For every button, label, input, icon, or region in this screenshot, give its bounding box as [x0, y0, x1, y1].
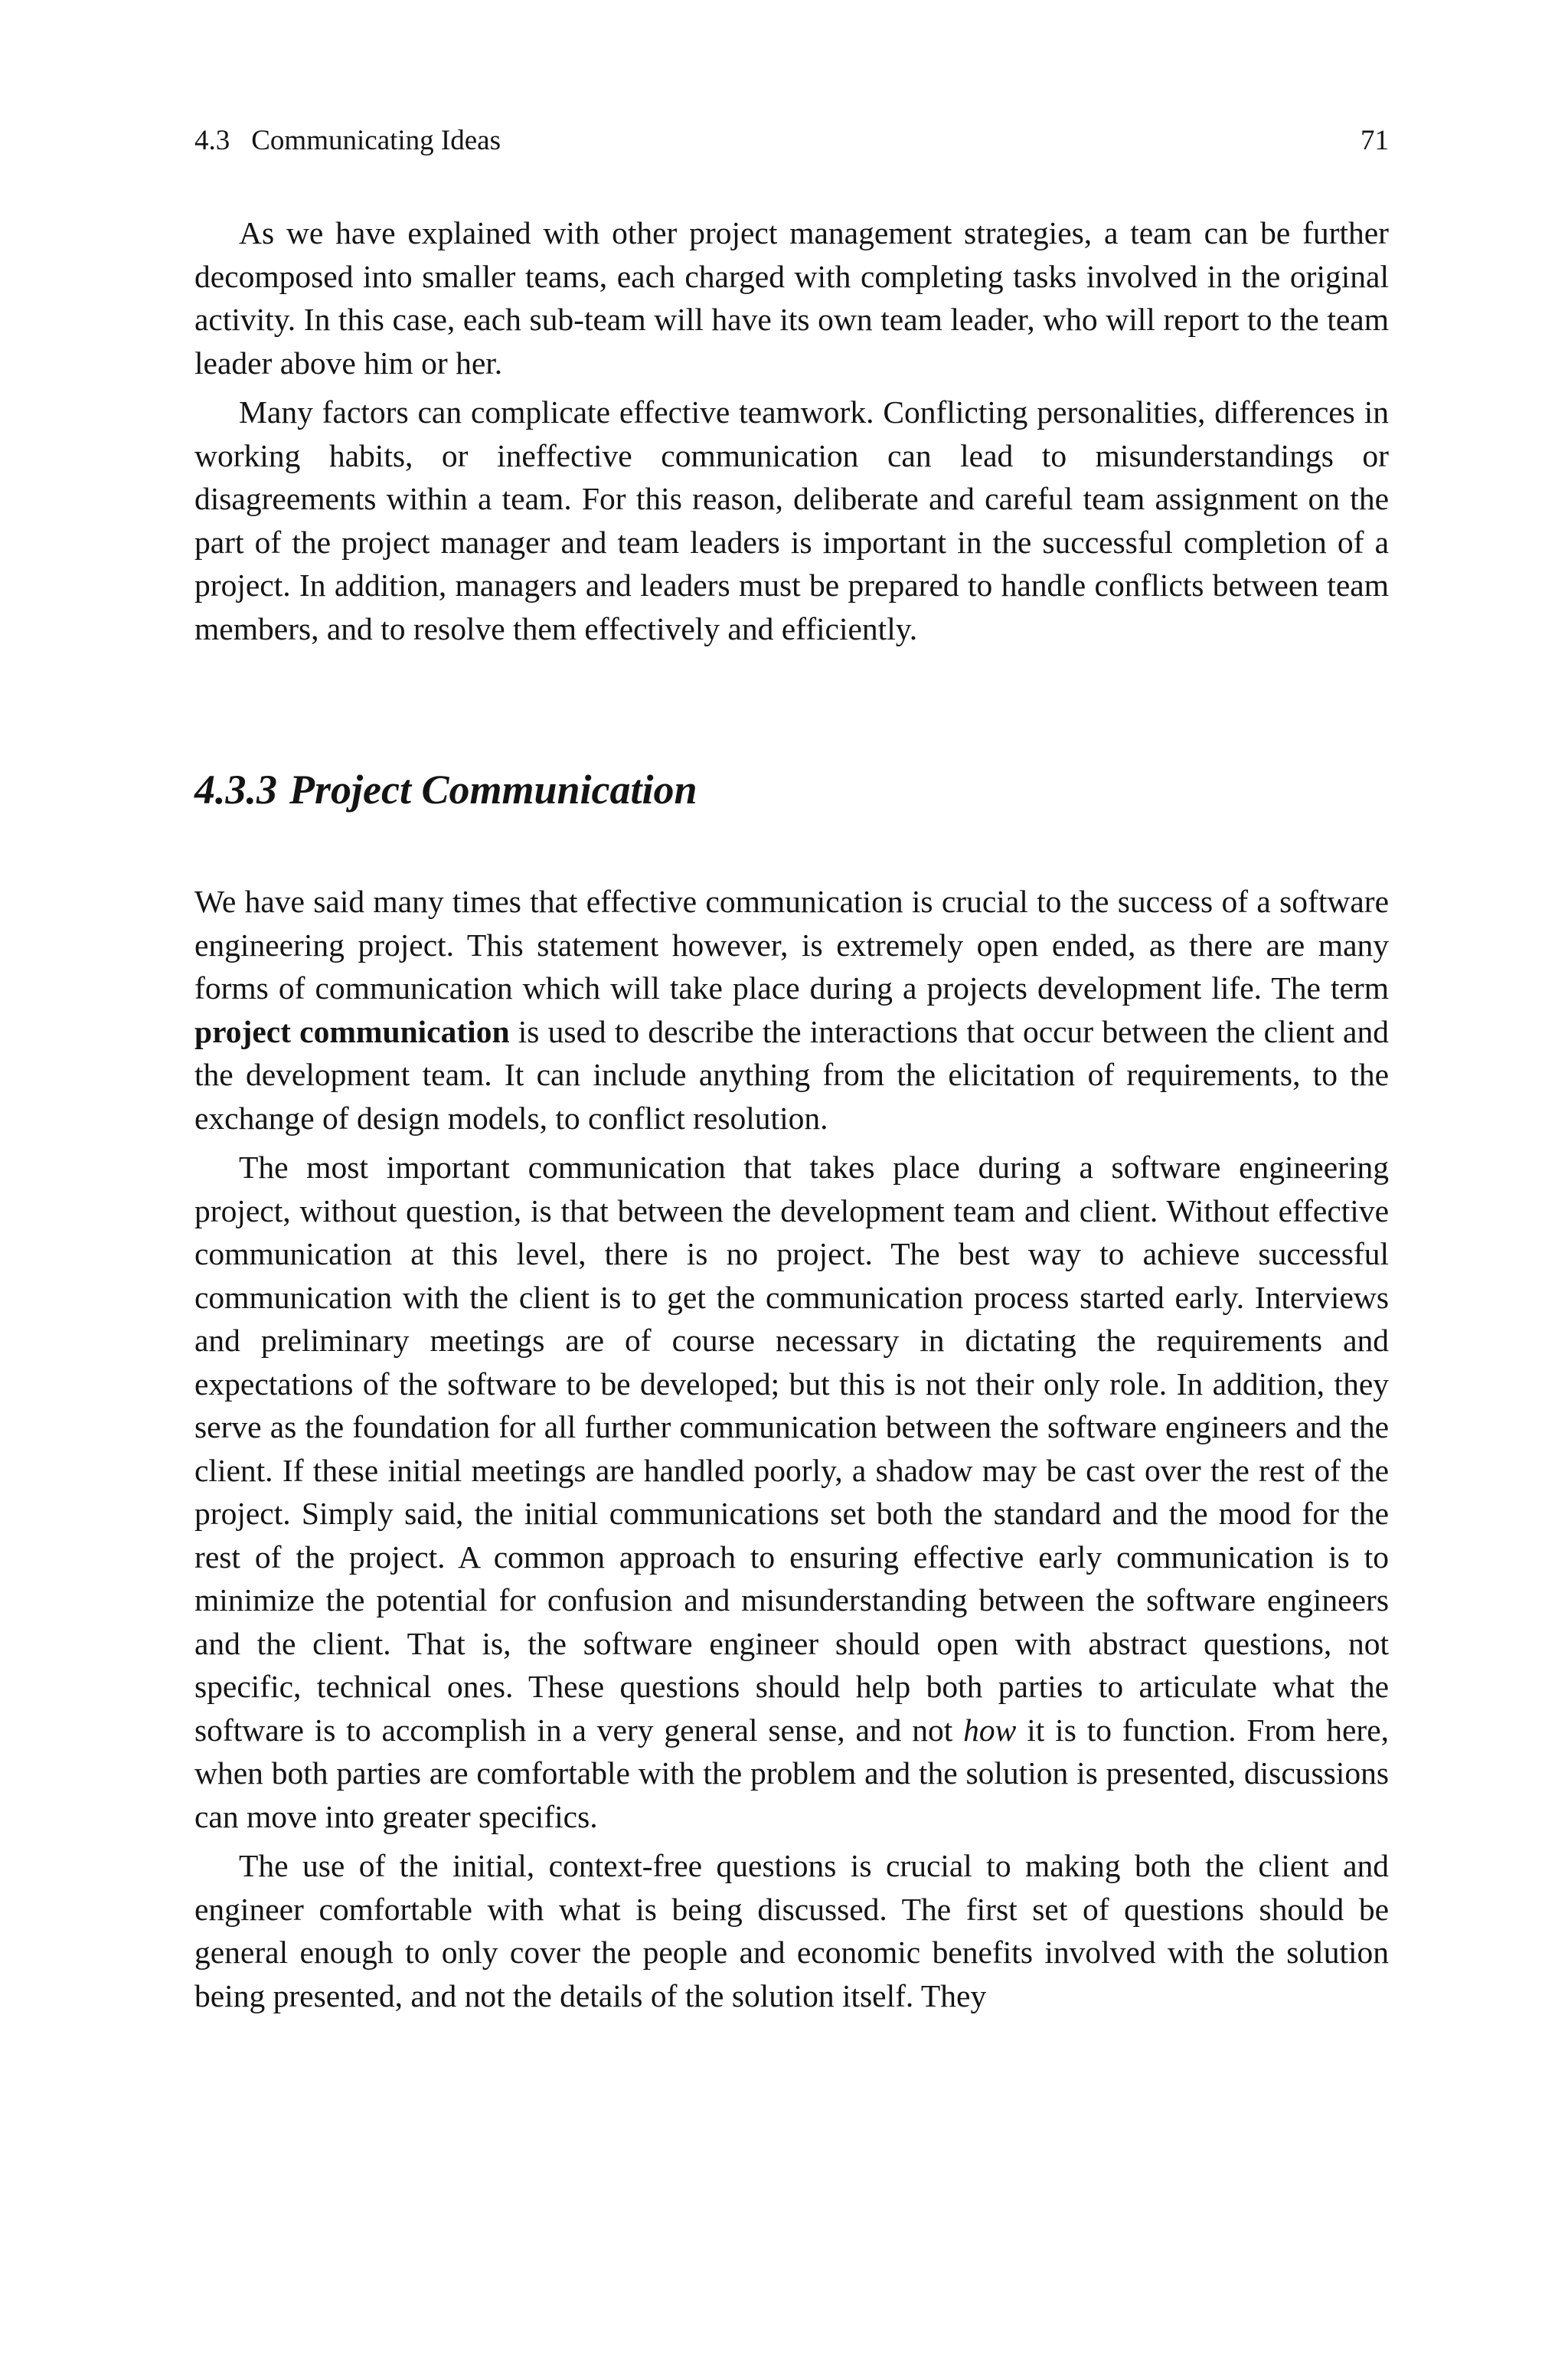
body-text [194, 211, 1389, 2017]
text-run: The most important communication that takes place during a software engineering project, without question, is that between the development team and client. Without effective communication at this level, there is no project. The best way to achieve successful communication with the client is to get the communication process started early. Interviews and preliminary meetings are of course necessary in dictating the requirements and expectations of the software to be developed; but this is not their only role. In addition, they serve as the foundation for all further communication between the software engineers and the client. If these initial meetings are handled poorly, a shadow may be cast over the rest of the project. Simply said, the initial communications set both the standard and the mood for the rest of the project. A common approach to ensuring effective early communication is to minimize the potential for confusion and misunderstanding between the software engineers and the client. That is, the software engineer should open with abstract questions, not specific, technical ones. These questions should help both parties to articulate what the software is to accomplish in a very general sense, and not [194, 1150, 1389, 1748]
running-header-section [194, 123, 501, 159]
section-heading [194, 765, 1389, 814]
running-header [194, 123, 1389, 159]
bold-term: project communication [194, 1013, 510, 1049]
page-number: 71 [1361, 125, 1389, 156]
header-section-title: Communicating Ideas [251, 125, 501, 156]
italic-word: how [963, 1712, 1017, 1748]
text-run: it is to function. From here, when both parties are comfortable with the problem and the solution is presented, discussions can move into greater specifics. [194, 1712, 1389, 1834]
paragraph-most-important-communication [194, 1146, 1389, 1838]
paragraph-team-decomposition: As we have explained with other project management strategies, a team can be further decomposed into smaller teams, each charged with completing tasks involved in the original activity. In this case, each sub-team will have its own team leader, who will report to the team leader above him or her. [194, 215, 1389, 381]
paragraph-project-communication [194, 880, 1389, 1140]
section-number: 4.3.3 [194, 767, 277, 813]
text-run: is used to describe the interactions that occur between the client and the development team. It can include anything from the elicitation of requirements, to the exchange of design models, to conflict resolution. [194, 1013, 1389, 1136]
header-section-number: 4.3 [194, 125, 230, 156]
text-run: We have said many times that effective communication is crucial to the success of a software engineering project. This statement however, is extremely open ended, as there are many forms of communication which will take place during a projects development life. The term [194, 884, 1389, 1006]
section-title: Project Communication [289, 767, 697, 813]
paragraph-initial-questions: The use of the initial, context-free questions is crucial to making both the client and engineer comfortable with what is being discussed. The first set of questions should be general enough to only cover the people and economic benefits involved with the solution being presented, and not the details of the solution itself. They [194, 1848, 1389, 2013]
paragraph-teamwork-factors: Many factors can complicate effective teamwork. Conflicting personalities, differences in working habits, or ineffective communication can lead to misunderstandings or disagreements within a team. For this reason, deliberate and careful team assignment on the part of the project manager and team leaders is important in the successful completion of a project. In addition, managers and leaders must be prepared to handle conflicts between team members, and to resolve them effectively and efficiently. [194, 394, 1389, 646]
book-page [194, 123, 1389, 2017]
